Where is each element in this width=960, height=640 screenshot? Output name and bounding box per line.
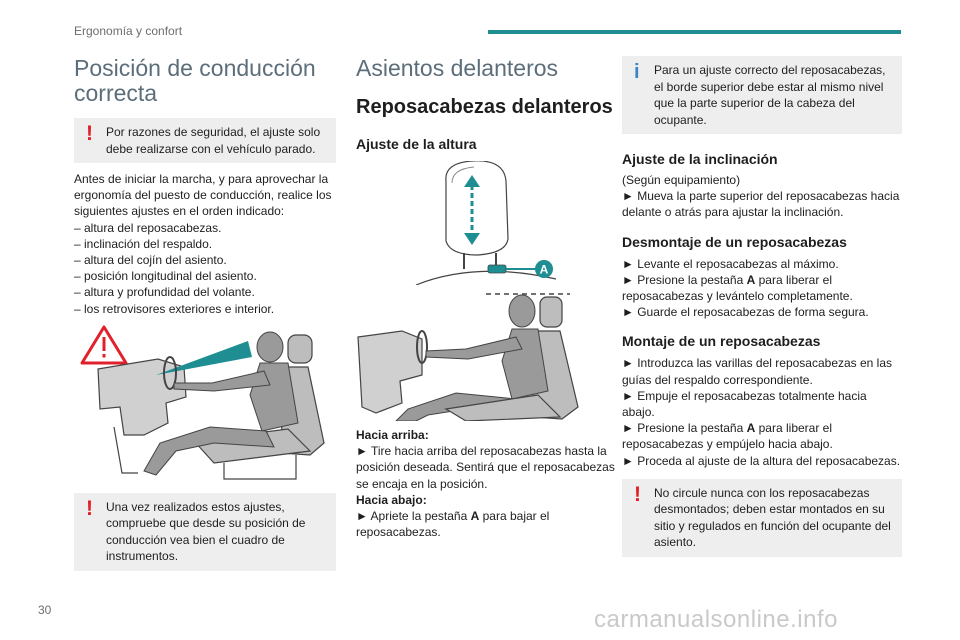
warning-triangle-icon xyxy=(82,327,126,363)
warning-icon: ! xyxy=(86,122,93,145)
down-label: Hacia abajo: xyxy=(356,492,427,507)
warning-box-2 xyxy=(74,493,336,571)
mount-step-3-pre: ► Presione la pestaña xyxy=(622,421,747,436)
mount-step-3-a: A xyxy=(746,421,756,436)
driving-position-illustration xyxy=(74,323,336,483)
adjust-list-item: – altura y profundidad del volante. xyxy=(74,285,255,300)
column-1 xyxy=(74,56,336,571)
section-heading-driving-position: Posición de conducción correcta xyxy=(74,55,316,106)
mount-step-4: ► Proceda al ajuste de la altura del reposacabezas. xyxy=(622,453,901,468)
mount-step-3 xyxy=(622,420,902,452)
header-bar xyxy=(488,30,901,34)
watermark: carmanualsonline.info xyxy=(594,606,838,633)
warning-icon: ! xyxy=(86,496,93,520)
column-2 xyxy=(356,56,618,540)
column-3 xyxy=(622,56,902,557)
info-box xyxy=(622,56,902,134)
remove-step-2 xyxy=(622,272,902,304)
info-icon: i xyxy=(634,61,640,83)
adjust-list-item: – altura del cojín del asiento. xyxy=(74,253,227,268)
up-label: Hacia arriba: xyxy=(356,428,429,442)
intro-text: Antes de iniciar la marcha, y para aprovechar la ergonomía del puesto de conducción, realice los siguientes ajustes en el orden indicado: xyxy=(74,172,332,219)
mount-step-1: ► Introduzca las varillas del reposacabezas en las guías del respaldo correspondiente. xyxy=(622,356,893,387)
down-text-post: para bajar el reposacabezas. xyxy=(356,509,550,540)
warning-text-3: No circule nunca con los reposacabezas desmontados; deben estar montados en su sitio y regulados en función del ocupante del asiento. xyxy=(654,485,891,550)
headrest-height-illustration xyxy=(356,161,618,285)
warning-box-3 xyxy=(622,479,902,557)
remove-step-2-a: A xyxy=(746,272,756,287)
heading-mount-headrest: Montaje de un reposacabezas xyxy=(622,333,821,350)
warning-text-2: Una vez realizados estos ajustes, compruebe que desde su posición de conducción vea bien el cuadro de instrumentos. xyxy=(106,499,306,564)
tilt-note: (Según equipamiento) xyxy=(622,173,741,187)
down-text-a: A xyxy=(470,509,480,524)
remove-step-2-post: para liberar el reposacabezas y levántelo completamente. xyxy=(622,272,853,304)
heading-remove-headrest: Desmontaje de un reposacabezas xyxy=(622,233,847,250)
mount-step-3-post: para liberar el reposacabezas y empújelo hacia abajo. xyxy=(622,421,833,452)
adjust-list-item: – altura del reposacabezas. xyxy=(74,220,222,235)
warning-box-1 xyxy=(74,118,336,163)
page-number: 30 xyxy=(38,603,52,617)
up-text: ► Tire hacia arriba del reposacabezas hasta la posición deseada. Sentirá que el reposacabezas se encaja en la posición. xyxy=(356,444,615,491)
warning-icon: ! xyxy=(634,482,641,506)
section-title: Ergonomía y confort xyxy=(74,24,183,38)
subsection-heading-headrests: Reposacabezas delanteros xyxy=(356,96,613,118)
down-text-pre: ► Apriete la pestaña xyxy=(356,509,471,524)
heading-height-adjust: Ajuste de la altura xyxy=(356,136,477,152)
tab-a-label: A xyxy=(539,262,549,277)
info-text: Para un ajuste correcto del reposacabezas, el borde superior debe estar al mismo nivel que la parte superior de la cabeza del ocupante. xyxy=(654,63,886,127)
mount-step-2: ► Empuje el reposacabezas totalmente hacia abajo. xyxy=(622,388,867,420)
section-heading-front-seats: Asientos delanteros xyxy=(356,55,559,81)
warning-text-1: Por razones de seguridad, el ajuste solo debe realizarse con el vehículo parado. xyxy=(106,125,321,156)
adjust-list-item: – posición longitudinal del asiento. xyxy=(74,269,257,284)
remove-step-3: ► Guarde el reposacabezas de forma segura. xyxy=(622,305,869,320)
heading-tilt-adjust: Ajuste de la inclinación xyxy=(622,151,778,167)
headrest-level-illustration xyxy=(356,291,618,421)
remove-step-1: ► Levante el reposacabezas al máximo. xyxy=(622,256,839,271)
tilt-text: ► Mueva la parte superior del reposacabezas hacia delante o atrás para ajustar la inclinación. xyxy=(622,189,900,220)
adjust-list-item: – los retrovisores exteriores e interior. xyxy=(74,301,275,316)
adjust-list-item: – inclinación del respaldo. xyxy=(74,236,213,251)
up-block xyxy=(356,427,618,540)
remove-step-2-pre: ► Presione la pestaña xyxy=(622,272,747,287)
